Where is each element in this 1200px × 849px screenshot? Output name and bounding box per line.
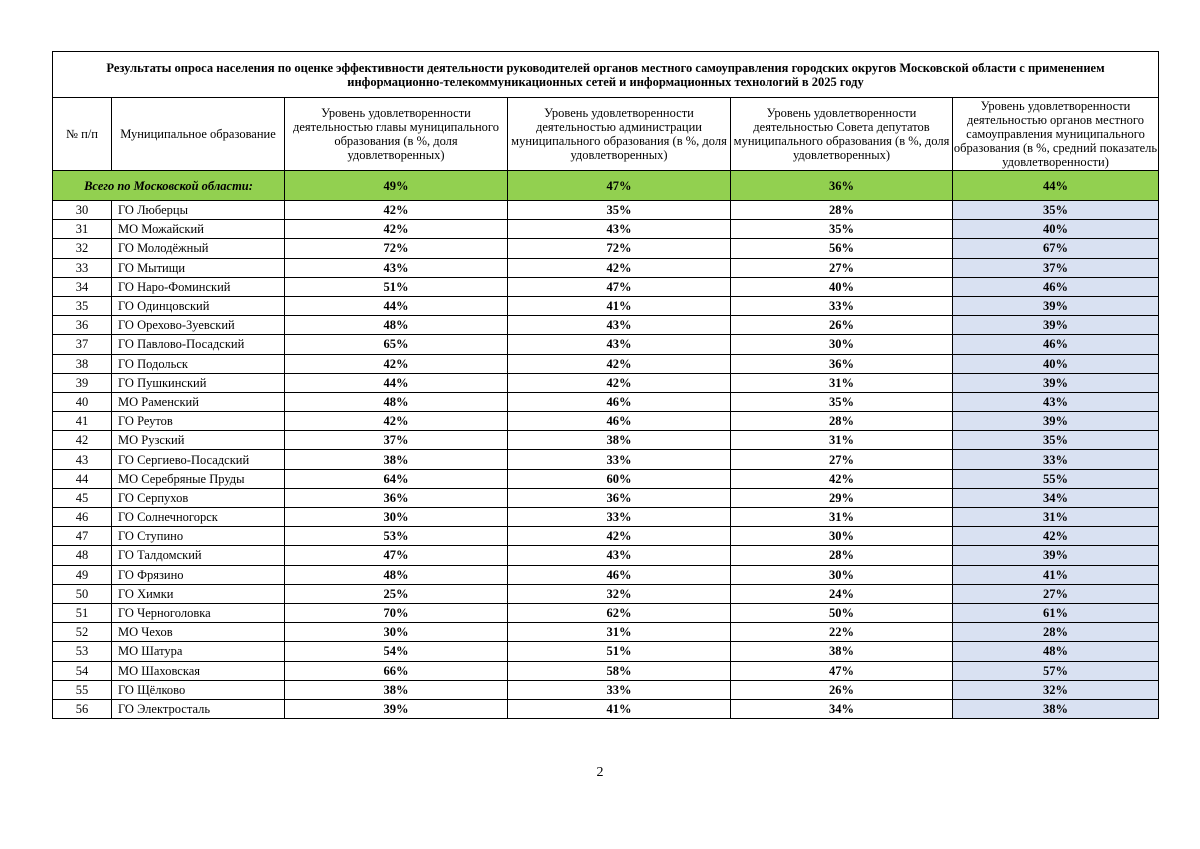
head-level-value: 48% (285, 316, 508, 335)
row-number: 32 (53, 239, 112, 258)
table-row (53, 392, 1159, 411)
council-level-value: 31% (731, 431, 953, 450)
municipality-name: ГО Мытищи (112, 258, 285, 277)
head-level-value: 39% (285, 699, 508, 718)
council-level-value: 27% (731, 450, 953, 469)
admin-level-value: 58% (508, 661, 731, 680)
municipality-name: ГО Орехово-Зуевский (112, 316, 285, 335)
table-row (53, 469, 1159, 488)
table-row (53, 201, 1159, 220)
row-number: 43 (53, 450, 112, 469)
avg-level-value: 39% (953, 546, 1159, 565)
admin-level-value: 60% (508, 469, 731, 488)
avg-level-value: 42% (953, 527, 1159, 546)
head-level-value: 66% (285, 661, 508, 680)
avg-level-value: 31% (953, 508, 1159, 527)
municipality-name: ГО Сергиево-Посадский (112, 450, 285, 469)
municipality-name: ГО Пушкинский (112, 373, 285, 392)
table-row (53, 584, 1159, 603)
avg-level-value: 46% (953, 335, 1159, 354)
avg-level-value: 40% (953, 220, 1159, 239)
council-level-value: 28% (731, 201, 953, 220)
row-number: 50 (53, 584, 112, 603)
table-row (53, 699, 1159, 718)
row-number: 48 (53, 546, 112, 565)
head-level-value: 42% (285, 354, 508, 373)
row-number: 54 (53, 661, 112, 680)
council-level-value: 56% (731, 239, 953, 258)
row-number: 30 (53, 201, 112, 220)
avg-level-value: 48% (953, 642, 1159, 661)
municipality-name: ГО Молодёжный (112, 239, 285, 258)
council-level-value: 47% (731, 661, 953, 680)
head-level-value: 42% (285, 220, 508, 239)
admin-level-value: 31% (508, 623, 731, 642)
municipality-name: ГО Химки (112, 584, 285, 603)
council-level-value: 40% (731, 277, 953, 296)
council-level-value: 29% (731, 488, 953, 507)
municipality-name: МО Шатура (112, 642, 285, 661)
admin-level-value: 72% (508, 239, 731, 258)
council-level-value: 34% (731, 699, 953, 718)
council-level-value: 26% (731, 316, 953, 335)
council-level-value: 50% (731, 603, 953, 622)
council-level-value: 28% (731, 546, 953, 565)
admin-level-value: 43% (508, 335, 731, 354)
avg-level-value: 35% (953, 201, 1159, 220)
table-row (53, 546, 1159, 565)
row-number: 47 (53, 527, 112, 546)
survey-results-table (52, 51, 1159, 719)
municipality-name: ГО Наро-Фоминский (112, 277, 285, 296)
head-level-value: 47% (285, 546, 508, 565)
municipality-name: ГО Солнечногорск (112, 508, 285, 527)
admin-level-value: 62% (508, 603, 731, 622)
council-level-value: 42% (731, 469, 953, 488)
municipality-name: ГО Фрязино (112, 565, 285, 584)
admin-level-value: 42% (508, 258, 731, 277)
avg-level-value: 35% (953, 431, 1159, 450)
table-row (53, 527, 1159, 546)
total-head-value: 49% (285, 171, 508, 201)
avg-level-value: 39% (953, 296, 1159, 315)
row-number: 55 (53, 680, 112, 699)
admin-level-value: 36% (508, 488, 731, 507)
row-number: 37 (53, 335, 112, 354)
avg-level-value: 38% (953, 699, 1159, 718)
head-level-value: 48% (285, 392, 508, 411)
total-row (53, 171, 1159, 201)
avg-level-value: 32% (953, 680, 1159, 699)
council-level-value: 31% (731, 373, 953, 392)
head-level-value: 25% (285, 584, 508, 603)
council-level-value: 26% (731, 680, 953, 699)
page-number: 2 (596, 765, 604, 780)
admin-level-value: 32% (508, 584, 731, 603)
table-row (53, 565, 1159, 584)
council-level-value: 38% (731, 642, 953, 661)
column-header-admin-level: Уровень удовлетворенности деятельностью администрации муниципального образования (в %, доля удовлетворенных) (508, 98, 731, 171)
municipality-name: МО Шаховская (112, 661, 285, 680)
head-level-value: 48% (285, 565, 508, 584)
municipality-name: МО Чехов (112, 623, 285, 642)
row-number: 39 (53, 373, 112, 392)
municipality-name: ГО Павлово-Посадский (112, 335, 285, 354)
head-level-value: 42% (285, 201, 508, 220)
head-level-value: 30% (285, 508, 508, 527)
municipality-name: ГО Электросталь (112, 699, 285, 718)
council-level-value: 28% (731, 412, 953, 431)
table-row (53, 296, 1159, 315)
council-level-value: 35% (731, 392, 953, 411)
head-level-value: 53% (285, 527, 508, 546)
council-level-value: 35% (731, 220, 953, 239)
column-header-council-level: Уровень удовлетворенности деятельностью Совета депутатов муниципального образования (в %, доля удовлетворенных) (731, 98, 953, 171)
table-row (53, 258, 1159, 277)
admin-level-value: 41% (508, 296, 731, 315)
row-number: 52 (53, 623, 112, 642)
municipality-name: ГО Люберцы (112, 201, 285, 220)
row-number: 56 (53, 699, 112, 718)
council-level-value: 33% (731, 296, 953, 315)
admin-level-value: 41% (508, 699, 731, 718)
admin-level-value: 46% (508, 392, 731, 411)
table-row (53, 277, 1159, 296)
municipality-name: ГО Серпухов (112, 488, 285, 507)
head-level-value: 72% (285, 239, 508, 258)
table-row (53, 642, 1159, 661)
table-row (53, 373, 1159, 392)
municipality-name: ГО Одинцовский (112, 296, 285, 315)
avg-level-value: 43% (953, 392, 1159, 411)
head-level-value: 64% (285, 469, 508, 488)
avg-level-value: 46% (953, 277, 1159, 296)
row-number: 35 (53, 296, 112, 315)
admin-level-value: 33% (508, 508, 731, 527)
admin-level-value: 46% (508, 412, 731, 431)
council-level-value: 36% (731, 354, 953, 373)
column-header-num: № п/п (53, 98, 112, 171)
avg-level-value: 41% (953, 565, 1159, 584)
admin-level-value: 35% (508, 201, 731, 220)
council-level-value: 30% (731, 527, 953, 546)
row-number: 45 (53, 488, 112, 507)
admin-level-value: 43% (508, 316, 731, 335)
row-number: 42 (53, 431, 112, 450)
admin-level-value: 42% (508, 373, 731, 392)
admin-level-value: 42% (508, 527, 731, 546)
admin-level-value: 51% (508, 642, 731, 661)
table-row (53, 623, 1159, 642)
row-number: 31 (53, 220, 112, 239)
municipality-name: МО Можайский (112, 220, 285, 239)
head-level-value: 51% (285, 277, 508, 296)
total-label: Всего по Московской области: (53, 171, 285, 201)
council-level-value: 22% (731, 623, 953, 642)
avg-level-value: 57% (953, 661, 1159, 680)
table-row (53, 450, 1159, 469)
municipality-name: ГО Реутов (112, 412, 285, 431)
row-number: 34 (53, 277, 112, 296)
row-number: 33 (53, 258, 112, 277)
head-level-value: 36% (285, 488, 508, 507)
table-row (53, 220, 1159, 239)
head-level-value: 30% (285, 623, 508, 642)
table-row (53, 354, 1159, 373)
council-level-value: 30% (731, 565, 953, 584)
total-admin-value: 47% (508, 171, 731, 201)
admin-level-value: 43% (508, 546, 731, 565)
municipality-name: МО Раменский (112, 392, 285, 411)
council-level-value: 31% (731, 508, 953, 527)
head-level-value: 44% (285, 296, 508, 315)
row-number: 40 (53, 392, 112, 411)
column-header-municipality: Муниципальное образование (112, 98, 285, 171)
head-level-value: 43% (285, 258, 508, 277)
avg-level-value: 27% (953, 584, 1159, 603)
row-number: 51 (53, 603, 112, 622)
header-row (53, 98, 1159, 171)
municipality-name: ГО Ступино (112, 527, 285, 546)
table-row (53, 431, 1159, 450)
row-number: 46 (53, 508, 112, 527)
avg-level-value: 28% (953, 623, 1159, 642)
table-row (53, 239, 1159, 258)
row-number: 44 (53, 469, 112, 488)
council-level-value: 30% (731, 335, 953, 354)
avg-level-value: 39% (953, 373, 1159, 392)
avg-level-value: 39% (953, 316, 1159, 335)
head-level-value: 37% (285, 431, 508, 450)
table-row (53, 488, 1159, 507)
municipality-name: ГО Черноголовка (112, 603, 285, 622)
avg-level-value: 39% (953, 412, 1159, 431)
admin-level-value: 43% (508, 220, 731, 239)
municipality-name: МО Серебряные Пруды (112, 469, 285, 488)
avg-level-value: 55% (953, 469, 1159, 488)
municipality-name: МО Рузский (112, 431, 285, 450)
head-level-value: 38% (285, 450, 508, 469)
column-header-head-level: Уровень удовлетворенности деятельностью главы муниципального образования (в %, доля удовлетворенных) (285, 98, 508, 171)
row-number: 53 (53, 642, 112, 661)
table-row (53, 603, 1159, 622)
head-level-value: 54% (285, 642, 508, 661)
table-row (53, 680, 1159, 699)
avg-level-value: 34% (953, 488, 1159, 507)
avg-level-value: 37% (953, 258, 1159, 277)
municipality-name: ГО Подольск (112, 354, 285, 373)
row-number: 49 (53, 565, 112, 584)
municipality-name: ГО Щёлково (112, 680, 285, 699)
row-number: 36 (53, 316, 112, 335)
table-row (53, 412, 1159, 431)
row-number: 41 (53, 412, 112, 431)
avg-level-value: 33% (953, 450, 1159, 469)
table-row (53, 335, 1159, 354)
table-title: Результаты опроса населения по оценке эффективности деятельности руководителей органов местного самоуправления городских округов Московской области с применением информационно-телекоммуникационных сетей и информационных технологий в 2025 году (53, 52, 1159, 98)
table-row (53, 316, 1159, 335)
admin-level-value: 33% (508, 680, 731, 699)
admin-level-value: 38% (508, 431, 731, 450)
table-row (53, 661, 1159, 680)
head-level-value: 38% (285, 680, 508, 699)
council-level-value: 27% (731, 258, 953, 277)
total-council-value: 36% (731, 171, 953, 201)
total-avg-value: 44% (953, 171, 1159, 201)
column-header-avg-level: Уровень удовлетворенности деятельностью органов местного самоуправления муниципального образования (в %, средний показатель удовлетворенности) (953, 99, 1158, 169)
head-level-value: 65% (285, 335, 508, 354)
admin-level-value: 33% (508, 450, 731, 469)
admin-level-value: 46% (508, 565, 731, 584)
row-number: 38 (53, 354, 112, 373)
head-level-value: 44% (285, 373, 508, 392)
avg-level-value: 61% (953, 603, 1159, 622)
admin-level-value: 47% (508, 277, 731, 296)
admin-level-value: 42% (508, 354, 731, 373)
municipality-name: ГО Талдомский (112, 546, 285, 565)
head-level-value: 42% (285, 412, 508, 431)
avg-level-value: 40% (953, 354, 1159, 373)
table-row (53, 508, 1159, 527)
avg-level-value: 67% (953, 239, 1159, 258)
council-level-value: 24% (731, 584, 953, 603)
head-level-value: 70% (285, 603, 508, 622)
